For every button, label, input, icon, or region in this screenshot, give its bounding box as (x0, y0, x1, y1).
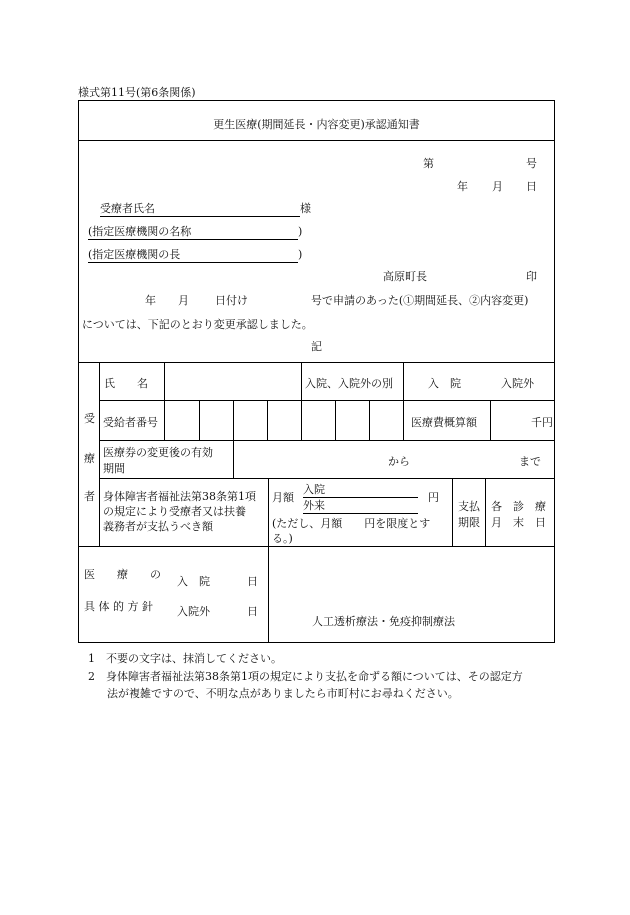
number-suffix: 号 (526, 157, 537, 170)
payment-label-1: 身体障害者福祉法第38条第1項 (103, 490, 256, 503)
row-line-1 (99, 400, 555, 401)
pay-period-value-1: 各 診 療 (491, 500, 546, 513)
side-label-1: 受 (84, 412, 95, 425)
inout-label: 入院、入院外の別 (305, 377, 393, 390)
payment-label-2: の規定により受療者又は扶養 (103, 505, 246, 518)
cost-col-line (490, 400, 491, 440)
institution-name-close: ) (298, 225, 303, 238)
plan-label-1: 医 療 の (84, 568, 161, 581)
date-month: 月 (492, 180, 503, 193)
patient-name-label: 受療者氏名 (100, 202, 155, 215)
digit-line-5 (335, 400, 336, 440)
ki-mark: 記 (311, 340, 322, 353)
side-label-2: 療 (84, 452, 95, 465)
pay-period-value-2: 月 末 日 (491, 516, 546, 529)
institution-head-open (88, 246, 302, 263)
side-col-line (99, 362, 100, 546)
limit-note-2: る。) (272, 532, 293, 545)
digit-line-3 (267, 400, 268, 440)
inpatient-option: 入 院 (428, 377, 461, 390)
honorific: 様 (300, 202, 311, 215)
pay-period-label-2: 期限 (458, 516, 480, 529)
plan-outpatient: 入院外 (177, 605, 210, 618)
beneficiary-no-label: 受給者番号 (103, 416, 158, 429)
cost-unit: 千円 (531, 416, 553, 429)
form-number: 様式第11号(第6条関係) (78, 86, 196, 99)
institution-name-open (88, 223, 302, 240)
inout-col-line (403, 362, 404, 440)
yen-unit: 円 (428, 491, 439, 504)
validity-from: から (388, 455, 410, 468)
monthly-outpatient: 外来 (303, 497, 418, 514)
outpatient-option: 入院外 (501, 377, 534, 390)
table-top-line (78, 362, 555, 363)
note-2: 2 身体障害者福祉法第38条第1項の規定により支払を命ずる額については、その認定方 (88, 670, 523, 683)
payment-label-3: 義務者が支払うべき額 (103, 520, 213, 533)
institution-head-close: ) (298, 248, 303, 261)
body-month: 月 (178, 294, 189, 307)
seal-mark: 印 (526, 270, 537, 283)
row-line-2 (99, 440, 555, 441)
institution-name-label: (指定医療機関の名称 (88, 223, 298, 240)
side-label-3: 者 (84, 490, 95, 503)
plan-inpatient-day: 日 (247, 575, 258, 588)
digit-line-1 (199, 400, 200, 440)
number-prefix: 第 (423, 157, 434, 170)
patient-name-field (100, 200, 300, 217)
cost-label: 医療費概算額 (411, 416, 477, 429)
row-line-4 (78, 546, 555, 547)
row-line-3 (99, 478, 555, 479)
body-line2: については、下記のとおり変更承認しました。 (82, 318, 313, 331)
monthly-inpatient: 入院 (303, 481, 418, 498)
validity-label-1: 医療券の変更後の有効 (103, 446, 213, 459)
note-1: 1 不要の文字は、抹消してください。 (88, 652, 282, 665)
plan-col-line (268, 546, 269, 643)
validity-to: まで (519, 455, 541, 468)
monthly-label: 月額 (272, 491, 294, 504)
digit-line-6 (369, 400, 370, 440)
treatment-text: 人工透析療法・免疫抑制療法 (312, 615, 455, 628)
body-day: 日付け (215, 294, 248, 307)
form-frame (78, 100, 555, 643)
document-title: 更生医療(期間延長・内容変更)承認通知書 (213, 118, 420, 131)
period-col-line-1 (452, 478, 453, 546)
issuer-name: 高原町長 (383, 270, 427, 283)
digit-line-4 (301, 362, 302, 440)
date-day: 日 (526, 180, 537, 193)
plan-inpatient: 入 院 (177, 575, 210, 588)
body-line1: 号で申請のあった(①期間延長、②内容変更) (311, 294, 529, 307)
plan-label-2: 具 体 的 方 針 (84, 600, 153, 613)
title-divider (78, 140, 555, 141)
limit-note: (ただし、月額 円を限度とす (272, 517, 431, 530)
digit-line-2 (233, 400, 234, 478)
note-3: 法が複雑ですので、不明な点がありましたら市町村にお尋ねください。 (107, 687, 459, 700)
institution-head-label: (指定医療機関の長 (88, 246, 298, 263)
name-label: 氏 名 (104, 377, 148, 390)
pay-col-line (268, 478, 269, 546)
body-year: 年 (145, 294, 156, 307)
plan-outpatient-day: 日 (247, 605, 258, 618)
validity-label-2: 期間 (103, 462, 125, 475)
label-col-line (164, 362, 165, 440)
date-year: 年 (457, 180, 468, 193)
pay-period-label-1: 支払 (458, 500, 480, 513)
period-col-line-2 (485, 478, 486, 546)
